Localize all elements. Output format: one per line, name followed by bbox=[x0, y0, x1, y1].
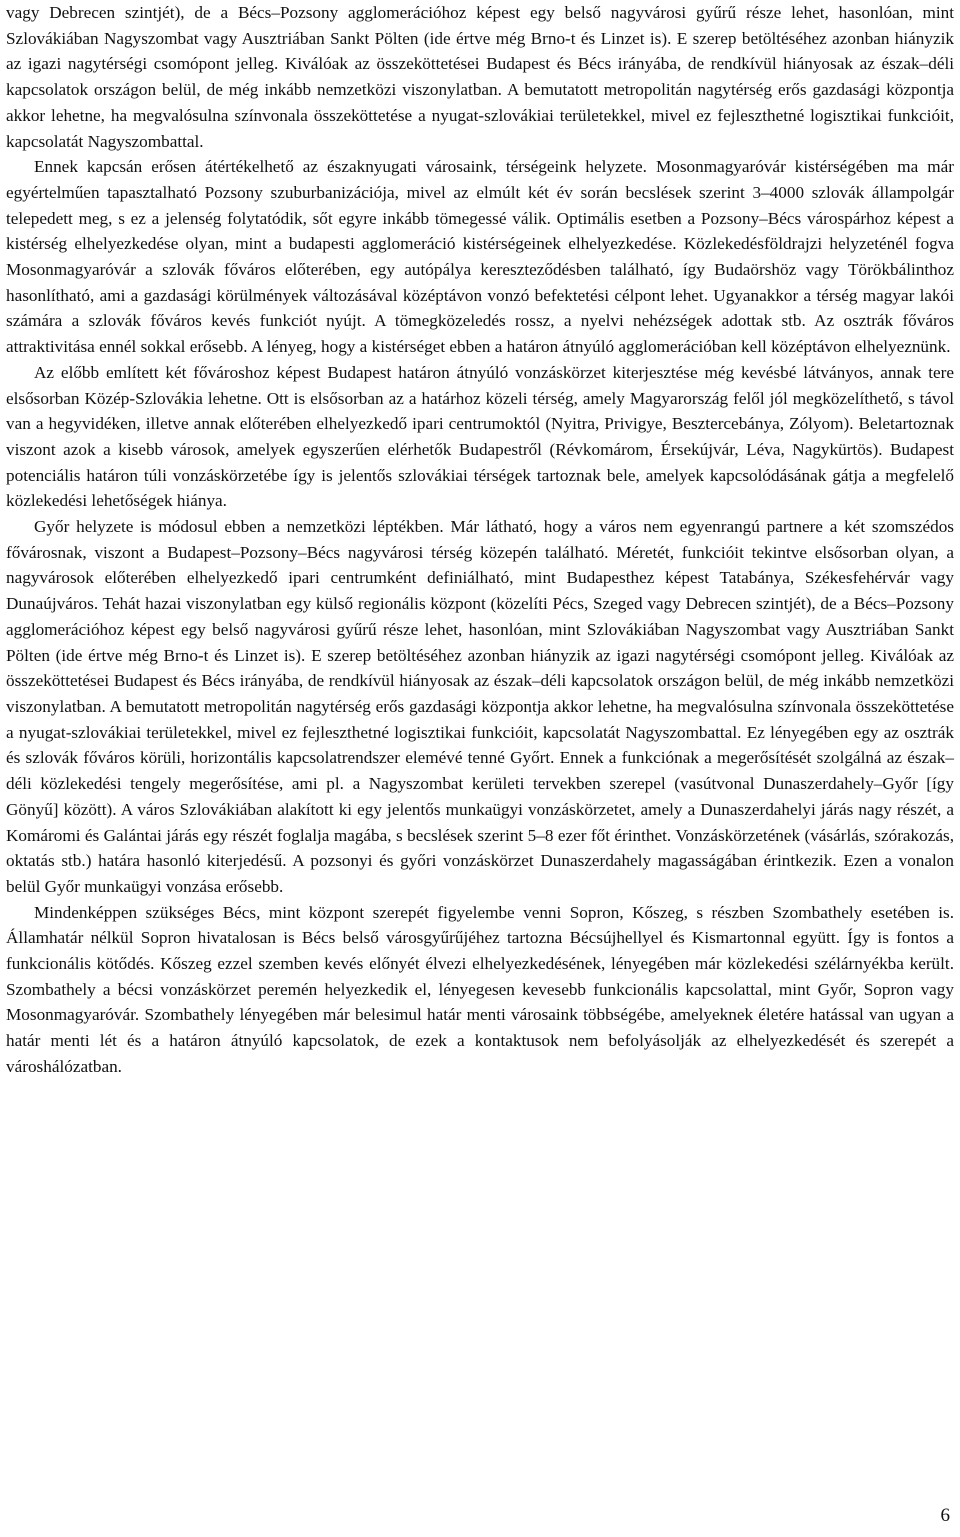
page-number: 6 bbox=[940, 1505, 950, 1526]
paragraph-5: Mindenképpen szükséges Bécs, mint központ szerepét figyelembe venni Sopron, Kőszeg, s részben Szombathely esetében is. Államhatár nélkül Sopron hivatalosan is Bécs belső városgyűrűjéhez tartozna Bécsújhellyel és Kismartonnal együtt. Így is fontos a funkcionális kötődés. Kőszeg ezzel szemben kevés előnyét élvezi elhelyezkedésének, lényegében már közlekedési szélárnyékba került. Szombathely a bécsi vonzáskörzet peremén helyezkedik el, lényegesen kevesebb funkcionális kapcsolattal, mint Győr, Sopron vagy Mosonmagyaróvár. Szombathely lényegében már belesimul határ menti városaink többségébe, amelyeknek életére hatással van ugyan a határ menti lét és a határon átnyúló kapcsolatok, de ezek a kontaktusok nem befolyásolják az elhelyezkedését és szerepét a városhálózatban. bbox=[6, 902, 954, 1076]
document-body bbox=[6, 0, 954, 1080]
paragraph-1: vagy Debrecen szintjét), de a Bécs–Pozsony agglomerációhoz képest egy belső nagyvárosi gyűrű része lehet, hasonlóan, mint Szlovákiában Nagyszombat vagy Ausztriában Sankt Pölten (ide értve még Brno-t és Linzet is). E szerep betöltéséhez azonban hiányzik az igazi nagytérségi csomópont jelleg. Kiválóak az összeköttetései Budapest és Bécs irányába, de rendkívül hiányosak az észak–déli kapcsolatok országon belül, de még inkább nemzetközi viszonylatban. A bemutatott metropolitán nagytérség erős gazdasági központja akkor lehetne, ha megvalósulna színvonala összeköttetése a nyugat-szlovákiai területekkel, mivel ez fejleszthetné logisztikai funkcióit, kapcsolatát Nagyszombattal. bbox=[6, 3, 954, 151]
paragraph-3: Az előbb említett két fővároshoz képest Budapest határon átnyúló vonzáskörzet kiterjesztése még kevésbé látványos, annak tere elsősorban Közép-Szlovákia lehetne. Ott is elsősorban az a határhoz közeli térség, amely Magyarország felől jól megközelíthető, s távol van a hegyvidéken, illetve annak előterében elhelyezkedő ipari centrumoktól (Nyitra, Privigye, Besztercebánya, Zólyom). Beletartoznak viszont azok a kisebb városok, amelyek egyszerűen elérhetők Budapestről (Révkomárom, Érsekújvár, Léva, Nagykürtös). Budapest potenciális határon túli vonzáskörzetébe így is jelentős szlovákiai térségek tartoznak bele, amelyek kapcsolódásának gátja a megfelelő közlekedési lehetőségek hiánya. bbox=[6, 362, 954, 511]
paragraph-4: Győr helyzete is módosul ebben a nemzetközi léptékben. Már látható, hogy a város nem egyenrangú partnere a két szomszédos fővárosnak, viszont a Budapest–Pozsony–Bécs nagyvárosi térség közepén található. Méretét, funkcióit tekintve elsősorban olyan, a nagyvárosok előterében elhelyezkedő ipari centrumként definiálható, mint Budapesthez képest Tatabánya, Székesfehérvár vagy Dunaújváros. Tehát hazai viszonylatban egy külső regionális központ (közelíti Pécs, Szeged vagy Debrecen szintjét), de a Bécs–Pozsony agglomerációhoz képest egy belső nagyvárosi gyűrű része lehet, hasonlóan, mint Szlovákiában Nagyszombat vagy Ausztriában Sankt Pölten (ide értve még Brno-t és Linzet is). E szerep betöltéséhez azonban hiányzik az igazi nagytérségi csomópont jelleg. Kiválóak az összeköttetései Budapest és Bécs irányába, de rendkívül hiányosak az észak–déli kapcsolatok országon belül, de még inkább nemzetközi viszonylatban. A bemutatott metropolitán nagytérség erős gazdasági központja akkor lehetne, ha megvalósulna színvonala összeköttetése a nyugat-szlovákiai területekkel, mivel ez fejleszthetné logisztikai funkcióit, kapcsolatát Nagyszombattal. Ez lényegében egy az osztrák és szlovák főváros körüli, horizontális kapcsolatrendszer elemévé tenné Győrt. Ennek a funkciónak a megerősítését szolgálná az észak–déli közlekedési tengely megerősítése, ami pl. a Nagyszombat kerületi tervekben szerepel (vasútvonal Dunaszerdahely–Győr [így Gönyű] között). A város Szlovákiában alakított ki egy jelentős munkaügyi vonzáskörzetet, amely a Dunaszerdahelyi járás nagy részét, a Komáromi és Galántai járás egy részét foglalja magába, s becslések szerint 5–8 ezer főt érinthet. Vonzáskörzetének (vásárlás, szórakozás, oktatás stb.) határa hasonló kiterjedésű. A pozsonyi és győri vonzáskörzet Dunaszerdahely magasságában érintkezik. Ezen a vonalon belül Győr munkaügyi vonzása erősebb. bbox=[6, 517, 954, 896]
paragraph-2: Ennek kapcsán erősen átértékelhető az északnyugati városaink, térségeink helyzete. Mosonmagyaróvár kistérségében ma már egyértelműen tapasztalható Pozsony szuburbanizációja, mivel az elmúlt két év során becslések szerint 3–4000 szlovák állampolgár telepedett meg, s ez a jelenség folytatódik, sőt egyre inkább tömegessé válik. Optimális esetben a Pozsony–Bécs várospárhoz képest a kistérség elhelyezkedése olyan, mint a budapesti agglomeráció kistérségeinek elhelyezkedése. Közlekedésföldrajzi helyzeténél fogva Mosonmagyaróvár a szlovák főváros előterében, egy autópálya kereszteződésben található, így Budaörshöz vagy Törökbálinthoz hasonlítható, ami a gazdasági körülmények változásával középtávon vonzó befektetési célpont lehet. Ugyanakkor a térség magyar lakói számára a szlovák főváros kevés funkciót nyújt. A tömegközeledés rossz, a nyelvi nehézségek adottak stb. Az osztrák főváros attraktivitása ennél sokkal erősebb. A lényeg, hogy a kistérséget ebben a határon átnyúló agglomerációban kell középtávon elhelyeznünk. bbox=[6, 157, 954, 357]
